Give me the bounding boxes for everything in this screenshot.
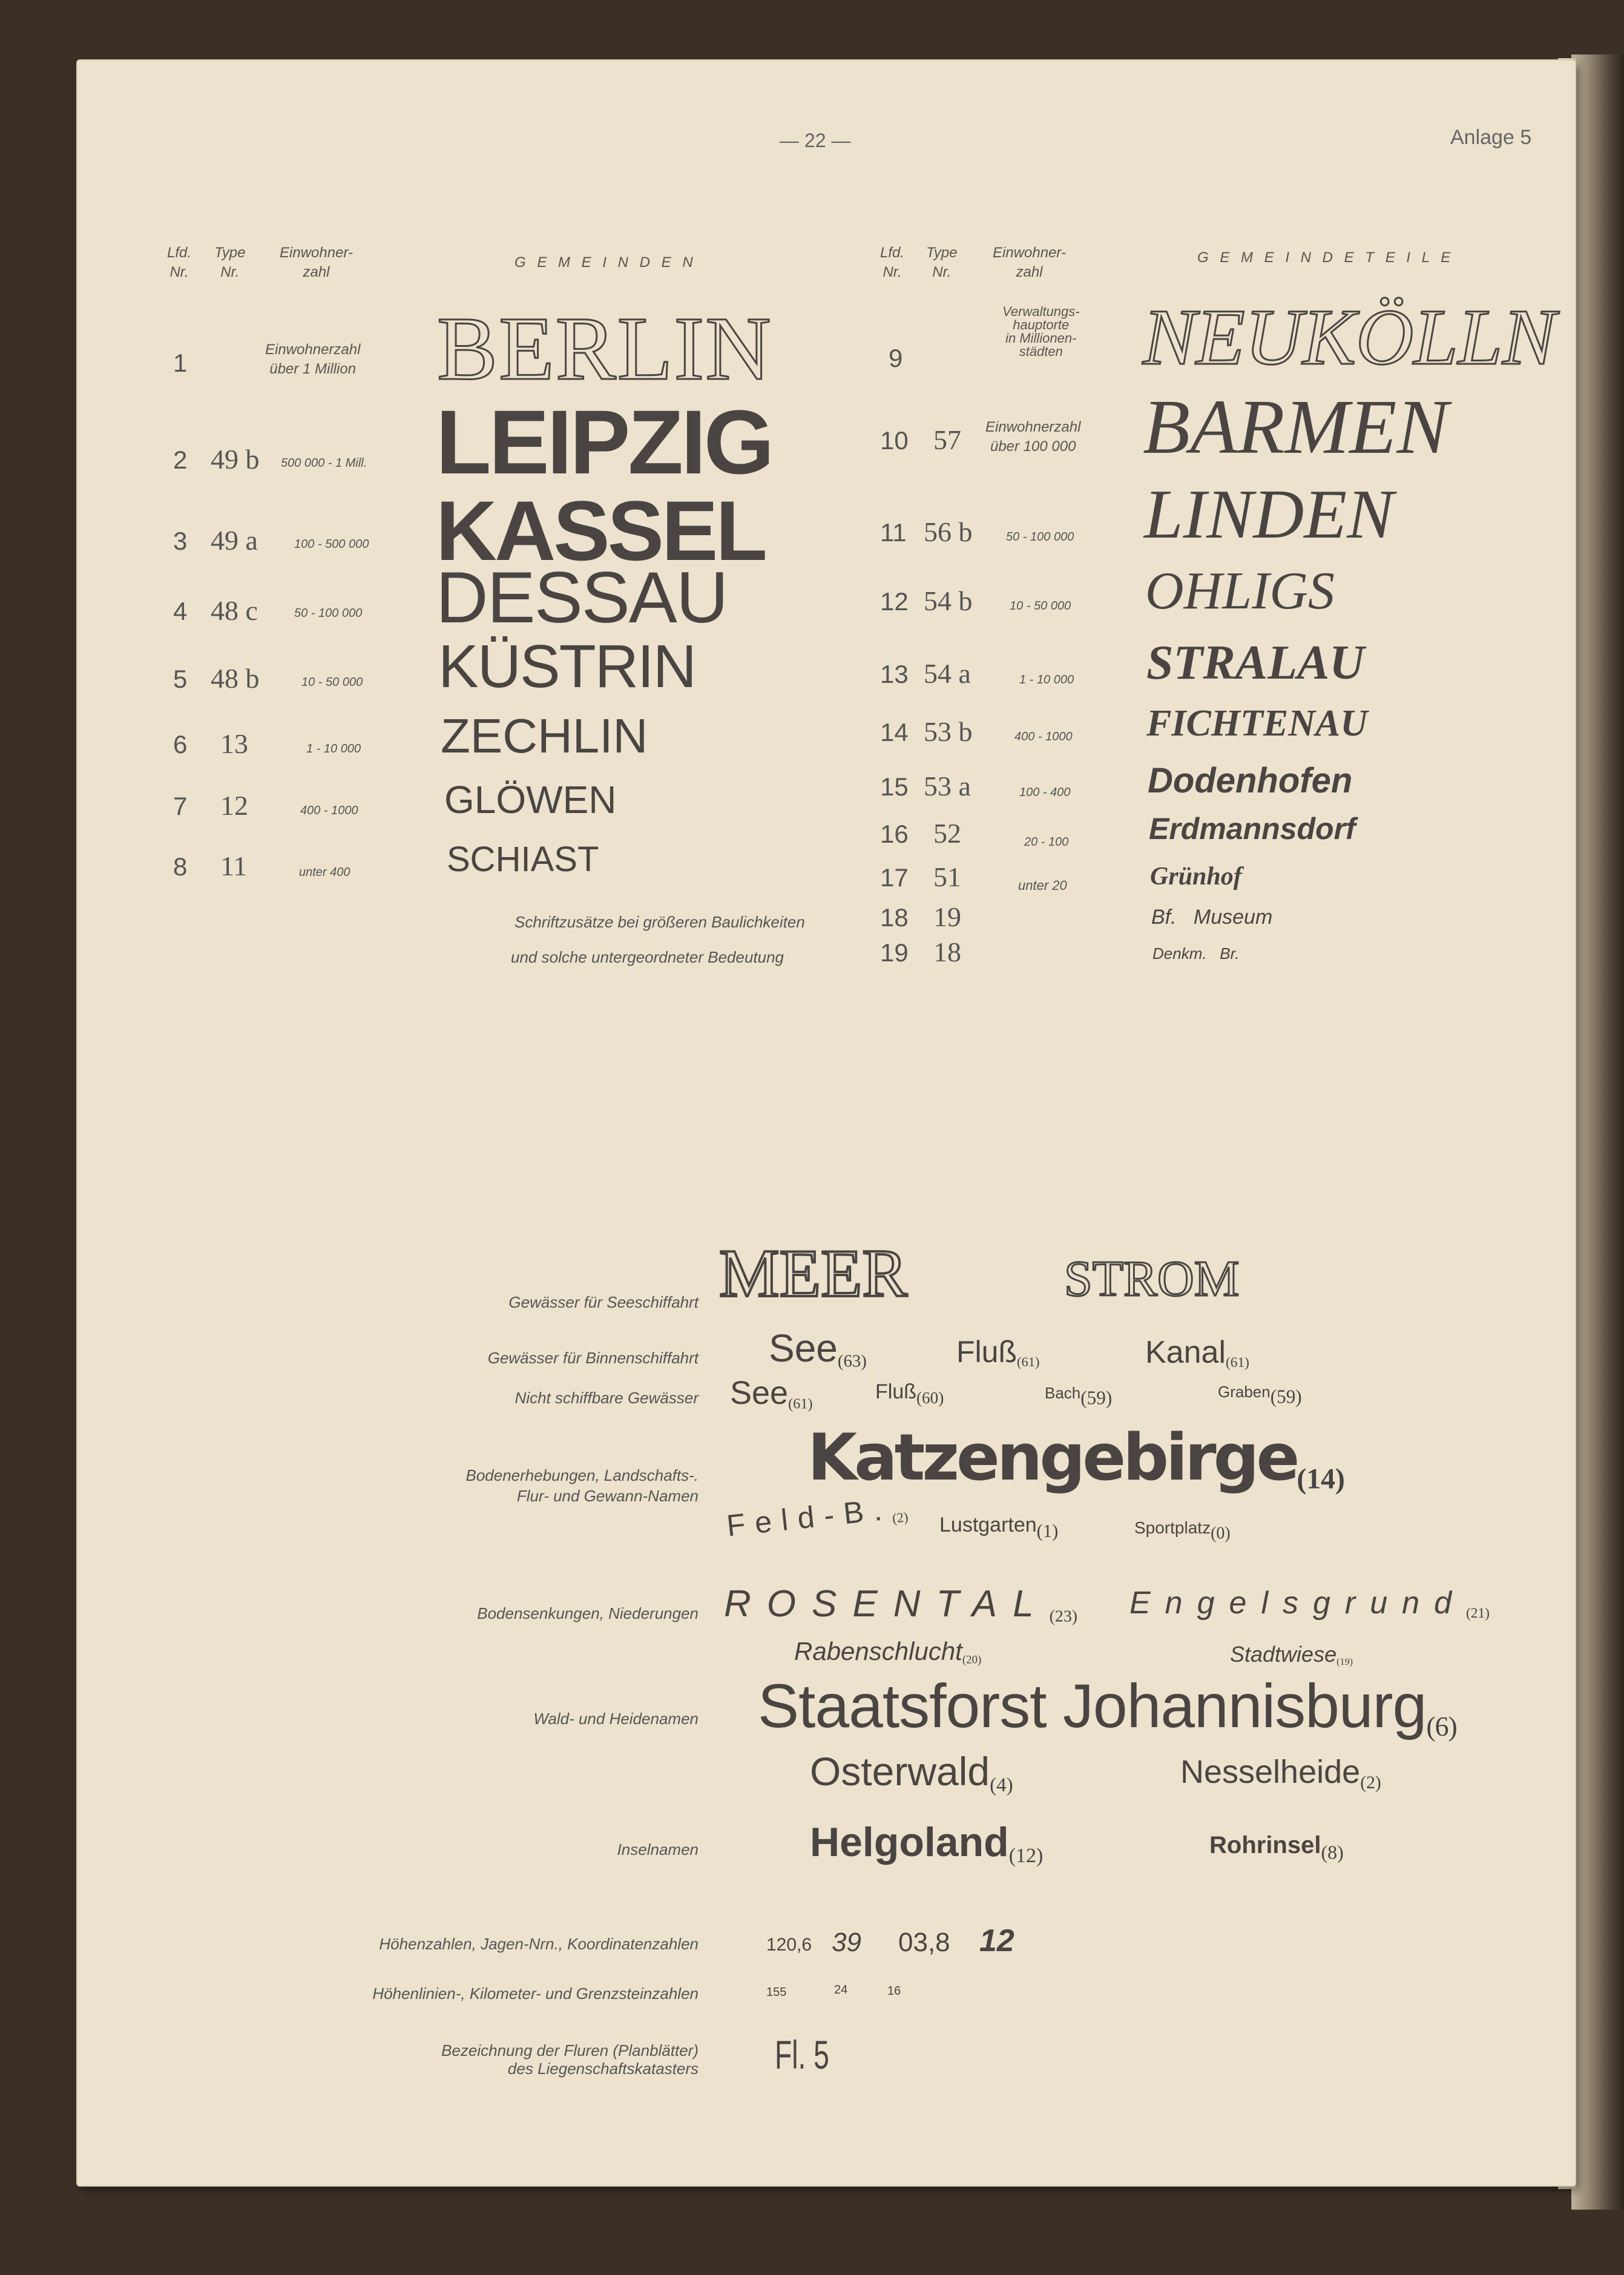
col-gemeindeteile: G E M E I N D E T E I L E	[1197, 249, 1455, 266]
row-range: 50 - 100 000	[1006, 530, 1074, 544]
sample-osterwald	[810, 1748, 1013, 1797]
row-type: 48 c	[211, 595, 258, 626]
row-range: Verwaltungs- hauptorte in Millionen- städten	[1002, 304, 1080, 359]
sample-number: (21)	[1466, 1605, 1490, 1622]
row-nr: 8	[173, 852, 188, 881]
district-name: Grünhof	[1150, 863, 1242, 891]
sample-helgoland	[810, 1819, 1043, 1868]
row-range: 400 - 1000	[300, 804, 358, 817]
sample-engelsgrund	[1129, 1585, 1490, 1622]
town-name: SCHIAST	[447, 840, 599, 879]
sample-number: (1)	[1036, 1521, 1059, 1542]
district-name: FICHTENAU	[1146, 703, 1368, 744]
sample-text: Rohrinsel	[1209, 1832, 1321, 1859]
sample-bach	[1045, 1384, 1112, 1409]
page-number: — 22 —	[780, 130, 851, 151]
height-number: 12	[979, 1923, 1014, 1958]
row-type: 19	[933, 901, 961, 932]
sample-text: Lustgarten	[939, 1513, 1037, 1536]
sample-number: (8)	[1321, 1841, 1344, 1863]
category-label: Höhenlinien-, Kilometer- und Grenzsteinzahlen	[372, 1984, 699, 2003]
sample-text: Stadtwiese	[1230, 1642, 1337, 1667]
category-label: Gewässer für Binnenschiffahrt	[487, 1349, 699, 1367]
sample-number: (20)	[962, 1653, 982, 1667]
row-range: 10 - 50 000	[1010, 599, 1071, 613]
sample-number: (59)	[1270, 1386, 1302, 1407]
sample-text: Rabenschlucht	[794, 1637, 962, 1665]
col-type-nr-right: Type Nr.	[926, 245, 958, 280]
sample-stadtwiese	[1230, 1642, 1353, 1668]
row-range: 10 - 50 000	[301, 676, 363, 689]
town-name: DESSAU	[436, 557, 728, 638]
sample-meer: MEER	[719, 1236, 908, 1311]
category-label: Bezeichnung der Fluren (Planblätter)	[441, 2041, 699, 2059]
row-nr: 10	[880, 426, 909, 455]
sample-number: (6)	[1426, 1710, 1457, 1742]
flur-label: Fl. 5	[775, 2032, 829, 2077]
line-number: 24	[834, 1983, 848, 1997]
row-type: 49 b	[211, 444, 260, 475]
sample-number: (61)	[1017, 1354, 1040, 1369]
sample-text: Nesselheide	[1180, 1754, 1361, 1790]
category-label: Bodenerhebungen, Landschafts-.	[465, 1466, 699, 1484]
district-name: Bf. Museum	[1151, 906, 1273, 929]
col-einwohner-right: Einwohner- zahl	[993, 245, 1066, 280]
district-name: Denkm. Br.	[1152, 944, 1240, 963]
sample-graben	[1218, 1383, 1302, 1407]
category-label: Bodensenkungen, Niederungen	[477, 1604, 699, 1622]
row-nr: 5	[173, 665, 188, 693]
sample-kanal	[1145, 1334, 1249, 1371]
sample-text: ROSENTAL	[724, 1583, 1050, 1625]
sample-number: (2)	[891, 1509, 909, 1526]
row-nr: 11	[880, 518, 907, 547]
sample-number: (19)	[1336, 1656, 1353, 1667]
sample-text: Fluß	[956, 1335, 1017, 1369]
category-label: Flur- und Gewann-Namen	[516, 1487, 699, 1505]
col-gemeinden: G E M E I N D E N	[514, 254, 697, 271]
sample-number: (61)	[788, 1395, 813, 1412]
sample-text: Fluß	[875, 1380, 916, 1403]
sample-feld	[725, 1490, 909, 1544]
row-nr: 7	[173, 792, 188, 820]
sample-number: (14)	[1297, 1463, 1345, 1495]
sample-text: Graben	[1218, 1383, 1271, 1401]
sample-strom: STROM	[1064, 1251, 1240, 1307]
col-lfd-nr: Lfd. Nr.	[167, 245, 192, 280]
sample-number: (2)	[1360, 1773, 1381, 1793]
sample-text: Sportplatz	[1134, 1518, 1211, 1537]
row-type: 54 a	[924, 658, 971, 689]
sample-text: Kanal	[1145, 1335, 1226, 1370]
district-name: OHLIGS	[1145, 562, 1335, 621]
category-label: Nicht schiffbare Gewässer	[514, 1389, 699, 1407]
sample-number: (63)	[837, 1351, 867, 1371]
row-type: 53 b	[924, 716, 973, 747]
height-number: 03,8	[898, 1928, 950, 1957]
row-nr: 18	[880, 903, 909, 932]
row-type: 51	[933, 861, 961, 892]
row-nr: 17	[880, 863, 909, 892]
sample-text: See	[769, 1326, 838, 1370]
row-type: 52	[933, 818, 961, 849]
sample-text: See	[730, 1375, 789, 1411]
row-type: 53 a	[924, 771, 971, 802]
row-type: 56 b	[924, 516, 973, 547]
town-name: BERLIN	[437, 298, 772, 399]
sample-text: Feld-B.	[725, 1492, 893, 1543]
row-type: 12	[220, 790, 248, 821]
height-number: 39	[832, 1928, 861, 1957]
sample-sportplatz	[1134, 1518, 1231, 1543]
line-number: 155	[766, 1986, 787, 1999]
book-spine	[1571, 54, 1624, 2210]
sample-fluss-60	[875, 1380, 944, 1407]
sample-rabenschlucht	[794, 1637, 981, 1667]
sample-number: (61)	[1226, 1355, 1249, 1371]
note-line: Schriftzusätze bei größeren Baulichkeiten	[514, 913, 805, 931]
row-type: 57	[933, 424, 961, 455]
category-label: des Liegenschaftskatasters	[507, 2059, 699, 2078]
row-type: 54 b	[924, 585, 973, 616]
town-name: ZECHLIN	[441, 709, 648, 763]
sample-nesselheide	[1180, 1753, 1381, 1793]
sample-fluss-61	[956, 1334, 1040, 1370]
row-range: 1 - 10 000	[1019, 673, 1074, 686]
sample-text: Engelsgrund	[1129, 1585, 1466, 1621]
row-type: 48 b	[211, 663, 260, 694]
district-name: Dodenhofen	[1148, 761, 1353, 800]
sample-rohrinsel	[1209, 1832, 1344, 1864]
row-nr: 2	[173, 446, 188, 474]
sample-number: (59)	[1080, 1387, 1113, 1409]
annex-label: Anlage 5	[1450, 126, 1532, 149]
sample-text: Helgoland	[810, 1819, 1009, 1865]
row-range: 100 - 400	[1019, 786, 1071, 799]
note-line: und solche untergeordneter Bedeutung	[511, 948, 784, 966]
col-type-nr: Type Nr.	[214, 245, 246, 280]
category-label: Gewässer für Seeschiffahrt	[508, 1293, 699, 1311]
sample-staatsforst	[758, 1671, 1457, 1742]
row-range: 1 - 10 000	[306, 742, 361, 756]
line-number: 16	[887, 1984, 901, 1998]
town-name: GLÖWEN	[444, 778, 617, 821]
row-nr: 1	[173, 349, 188, 377]
row-nr: 16	[880, 820, 909, 848]
row-range: Einwohnerzahl über 1 Million	[265, 341, 361, 377]
col-einwohner: Einwohner- zahl	[280, 245, 353, 280]
district-name: LINDEN	[1144, 476, 1394, 553]
row-nr: 3	[173, 527, 188, 555]
category-label: Inselnamen	[617, 1840, 699, 1859]
row-range: 20 - 100	[1024, 835, 1069, 849]
document-page	[77, 61, 1575, 2185]
sample-text: Katzengebirge	[807, 1420, 1297, 1495]
sample-katzengebirge	[807, 1420, 1345, 1495]
sample-number: (0)	[1211, 1524, 1231, 1543]
sample-text: Bach	[1045, 1384, 1081, 1402]
row-nr: 13	[880, 660, 909, 688]
sample-see-63	[769, 1326, 867, 1372]
row-range: Einwohnerzahl über 100 000	[985, 419, 1081, 455]
row-nr: 9	[889, 344, 903, 372]
sample-text: Staatsforst Johannisburg	[758, 1671, 1427, 1740]
district-name: BARMEN	[1143, 384, 1448, 470]
row-type: 49 a	[211, 525, 258, 556]
row-range: 400 - 1000	[1014, 730, 1073, 743]
row-nr: 4	[173, 597, 188, 625]
sample-lustgarten	[939, 1513, 1058, 1542]
row-type: 18	[933, 937, 961, 967]
sample-see-61	[730, 1374, 813, 1412]
sample-number: (4)	[990, 1774, 1013, 1796]
district-name: STRALAU	[1146, 636, 1365, 690]
town-name: KASSEL	[436, 483, 765, 578]
row-nr: 12	[880, 587, 909, 616]
town-name: KÜSTRIN	[438, 633, 695, 700]
category-label: Wald- und Heidenamen	[533, 1710, 699, 1728]
row-range: 50 - 100 000	[294, 607, 363, 620]
town-name: LEIPZIG	[436, 391, 772, 493]
row-nr: 14	[880, 718, 909, 746]
row-type: 13	[220, 728, 248, 759]
row-range: unter 400	[299, 866, 350, 879]
row-range: unter 20	[1018, 878, 1067, 893]
col-lfd-nr-right: Lfd. Nr.	[880, 245, 905, 280]
height-number: 120,6	[766, 1935, 812, 1955]
sample-text: Osterwald	[810, 1749, 990, 1794]
sample-rosental	[724, 1582, 1077, 1626]
sample-number: (60)	[916, 1389, 944, 1407]
district-name: NEUKÖLLN	[1143, 292, 1556, 381]
sample-number: (23)	[1049, 1607, 1078, 1626]
row-range: 100 - 500 000	[294, 538, 369, 551]
sample-number: (12)	[1008, 1845, 1044, 1868]
row-type: 11	[220, 851, 248, 881]
row-nr: 6	[173, 730, 188, 759]
row-nr: 19	[880, 938, 909, 967]
district-name: Erdmannsdorf	[1149, 812, 1356, 846]
category-label: Höhenzahlen, Jagen-Nrn., Koordinatenzahlen	[379, 1935, 699, 1953]
row-range: 500 000 - 1 Mill.	[281, 456, 367, 470]
row-nr: 15	[880, 772, 909, 801]
